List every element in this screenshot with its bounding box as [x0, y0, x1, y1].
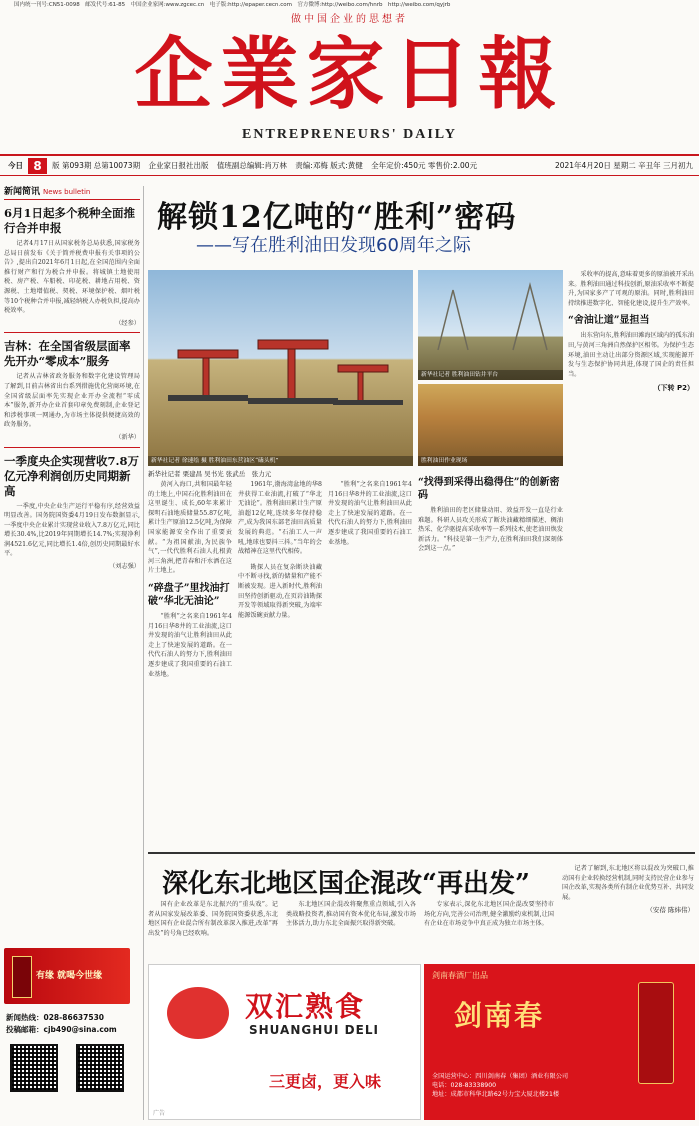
divider — [4, 332, 140, 333]
bottom-column-4 — [562, 864, 694, 914]
feature-paragraph: 1961年,渤海湾盆地的华8井获得工业油流,打破了“华北无油论”。胜利油田累计生产原油超12亿吨,连续多年保持稳产,成为我国东部老油田高质量发展的典范。“石油工人一声吼,地球也要抖三抖。”当年的会战精神在这里代代相传。 — [238, 481, 322, 556]
today-label: 今日 — [8, 161, 23, 170]
jiannanchun-ad[interactable] — [424, 964, 695, 1120]
section-tag-en: News bulletin — [43, 188, 91, 196]
page-number-badge: 8 — [28, 158, 46, 174]
photo-caption: 新华社记者 胜利油田钻井平台 — [418, 370, 563, 380]
photo-caption: 新华社记者 徐速绘 摄 胜利油田东营油区“磕头机” — [148, 456, 413, 466]
bulletin-headline-2[interactable]: 吉林：在全国省级层面率先开办“零成本”服务 — [4, 339, 131, 369]
feature-subhead-2: “找得到采得出稳得住”的创新密码 — [418, 477, 560, 501]
feature-column-4 — [418, 470, 563, 554]
section-divider — [148, 852, 695, 854]
shuanghui-brand: 双汇熟食 — [245, 990, 366, 1023]
shuanghui-ad[interactable] — [148, 964, 421, 1120]
bottom-paragraph: 国有企业改革是东北振兴的“重头戏”。记者从国家发展改革委、国务院国资委获悉,东北地区国有企业混合所有制改革深入推进,改革“再出发”的号角已经吹响。 — [148, 901, 278, 937]
feature-subhead-1: “碎盘子”里找油打破“华北无油论” — [148, 582, 230, 607]
bulletin-body-3: 一季度,中央企业生产运行平稳有序,经营效益明显改善。国务院国资委4月19日发布数据显示,一季度中央企业累计实现营业收入7.8万亿元,同比增长30.4%,比2019年同期增长14.7%;实现净利润4521.6亿元,同比增长1.4倍,创历史同期最好水平。 — [4, 502, 140, 558]
feature-paragraph: 胜利油田的老区储量动用、效益开发一直是行业难题。科研人员攻关形成了断块油藏精细描述、稠油热采、化学驱提高采收率等一系列技术,使老油田焕发新活力。“科技是第一生产力,在胜利油田我们深刻体会到这一点。” — [418, 507, 563, 553]
feature-paragraph: “胜利”之名来自1961年4月16日华8井的工业油流,这口井发现的油气让胜利油田从此走上了快速发展的道路。在一代代石油人的努力下,胜利油田逐步建成了我国重要的石油工业基地。 — [328, 481, 412, 546]
wine-bottle-icon — [638, 982, 674, 1084]
masthead-slogan: 做中国企业的思想者 — [291, 14, 408, 25]
photo-caption: 胜利油田作业现场 — [418, 456, 563, 466]
jinshiyuan-ad[interactable] — [4, 948, 130, 1004]
shuanghui-slogan: 三更卤，更入味 — [269, 1072, 382, 1091]
bulletin-headline-3[interactable]: 一季度央企实现营收7.8万亿元净利润创历史同期新高 — [4, 453, 140, 498]
issue-number: 版 第093期 总第10073期 — [52, 161, 141, 170]
rig-illustration — [418, 270, 563, 380]
oil-pumpjack-photo — [148, 270, 413, 466]
feature-paragraph: 出东营向东,胜利油田滩海区域内的孤东油田,与黄河三角洲自然保护区相邻。为保护生态环境,油田主动让出部分资源区域,实现能源开发与生态保护协同共进,体现了国企的责任担当。 — [568, 332, 694, 378]
bulletin-source-3: （刘志强） — [109, 563, 140, 571]
ad-tag: 广告 — [153, 1110, 166, 1117]
price-label: 全年定价:450元 零售价:2.00元 — [371, 161, 478, 170]
bottom-paragraph: 东北地区国企混改将聚焦重点领域,引入各类战略投资者,推动国有资本优化布局,激发市场主体活力,助力东北全面振兴取得新突破。 — [286, 901, 416, 928]
contact-info — [6, 1012, 136, 1036]
masthead-english: ENTREPRENEURS' DAILY — [242, 127, 457, 142]
jiannanchun-operator: 全国运营中心：四川剑南春（集团）酒业有限公司 — [432, 1073, 569, 1080]
wine-bottle-icon — [12, 956, 32, 998]
feature-paragraph: 黄河入海口,共和国最年轻的土地上,中国石化胜利油田在这里诞生、成长,60年来累计探明石油地质储量55.87亿吨,累计生产原油12.5亿吨,为保障国家能源安全作出了重要贡献。“为祖国献油,为民族争气”,一代代胜利石油人扎根黄河三角洲,把青春和汗水洒在这片土地上。 — [148, 481, 232, 575]
feature-column-1 — [148, 480, 232, 679]
column-divider — [143, 186, 144, 1120]
feature-paragraph: 采收率的提高,意味着更多的原油被开采出来。胜利油田通过科技创新,原油采收率不断提升,为国家多产了可观的原油。同时,胜利油田持续推进数字化、智能化建设,提升生产效率。 — [568, 271, 694, 307]
bottom-column-3 — [424, 900, 554, 929]
oilfield-work-photo — [418, 384, 563, 466]
bulletin-headline-1[interactable]: 6月1日起多个税种全面推行合并申报 — [4, 206, 136, 235]
news-bulletin-column — [4, 184, 140, 572]
feature-paragraph: “胜利”之名来自1961年4月16日华8井的工业油流,这口井发现的油气让胜利油田从此走上了快速发展的道路。在一代代石油人的努力下,胜利油田逐步建成了我国重要的石油工业基地。 — [148, 612, 232, 678]
bulletin-source-1: （经参） — [115, 319, 140, 327]
publisher-label: 企业家日报社出版 — [148, 161, 209, 170]
jinshiyuan-ad-text: 有缘 就喝今世缘 — [36, 971, 103, 981]
pig-logo-icon — [167, 987, 229, 1039]
qr-code-icon[interactable] — [10, 1044, 58, 1092]
jiannanchun-address: 地址：成都市科华北路62号力宝大厦北楼21楼 — [432, 1091, 560, 1098]
feature-column-2 — [238, 480, 322, 620]
pumpjack-illustration — [148, 270, 413, 466]
divider — [4, 447, 140, 448]
continue-link[interactable]: （下转 P2） — [653, 384, 694, 393]
issue-info-bar — [0, 154, 699, 176]
feature-subhead-3: “舍油让道”显担当 — [568, 315, 650, 327]
duty-editor-label: 责编:邓梅 版式:黄健 — [295, 161, 363, 170]
shuanghui-brand-en: SHUANGHUI DELI — [249, 1023, 379, 1037]
bottom-paragraph: 记者了解到,东北地区将以混改为突破口,推动国有企业转换经营机制,同时支持民营企业参与国企改革,实现各类所有制企业优势互补、共同发展。 — [562, 865, 694, 901]
jiannanchun-brand: 剑南春 — [454, 999, 545, 1032]
top-info-bar: 国内统一刊号:CN51-0098 邮发代号:61-85 中国企业家网:www.zgcec.cn 电子版:http://epaper.cecn.com 官方微博:http://weibo.com/hnrb http://weibo.com/qyjrb — [14, 2, 451, 8]
bottom-paragraph: 专家表示,深化东北地区国企混改要坚持市场化方向,完善公司治理,健全激励约束机制,让国有企业在市场竞争中真正成为独立市场主体。 — [424, 901, 554, 928]
feature-column-3 — [328, 480, 412, 547]
news-hotline: 新闻热线：028-86637530 — [6, 1013, 105, 1022]
editor-label: 值班副总编辑:肖万林 — [216, 161, 287, 170]
issue-date: 2021年4月20日 星期二 辛丑年 三月初九 — [554, 161, 693, 170]
bottom-byline: （安蓓 陈炜伟） — [646, 906, 694, 915]
bulletin-body-2: 记者从吉林省政务服务和数字化建设管理局了解到,目前吉林省出台系列措施优化营商环境,在全国省级层面率先实现企业开办全流程“零成本”服务,新开办企业首套印章免费刻制,企业登记和涉税事项一网通办,为市场主体提供便捷高效的政务服务。 — [4, 373, 140, 429]
feature-column-5 — [568, 270, 694, 393]
feature-subtitle: ——写在胜利油田发现60周年之际 — [196, 235, 471, 256]
section-tag — [4, 184, 140, 200]
bulletin-body-1: 记者4月17日从国家税务总局获悉,国家税务总局日前发布《关于简并税费申报有关事项的公告》,提出自2021年6月1日起,在全国范围内全面推行财产和行为税合并申报。将城镇土地使用税、房产税、车船税、印花税、耕地占用税、资源税、土地增值税、契税、环境保护税、烟叶税等10个税种合并申报,减轻纳税人办税负担,提高办税效率。 — [4, 240, 140, 315]
feature-paragraph: 勘探人员在复杂断块油藏中不断寻找,新的储量和产能不断被发现。进入新时代,胜利油田坚持创新驱动,在页岩油勘探开发等领域取得新突破,为端牢能源饭碗贡献力量。 — [238, 563, 322, 619]
jiannanchun-phone: 电话：028-83338900 — [432, 1082, 497, 1089]
bulletin-source-2: （新华） — [115, 433, 140, 441]
feature-byline: 新华社记者 栗建昌 吴书光 张武岳 张力元 — [148, 470, 272, 478]
jiannanchun-header: 剑南春酒厂出品 — [432, 971, 488, 980]
drilling-rig-photo — [418, 270, 563, 380]
feature-headline[interactable]: 解锁12亿吨的“胜利”密码 — [157, 200, 517, 235]
bottom-column-2 — [286, 900, 416, 929]
qr-code-icon[interactable] — [76, 1044, 124, 1092]
bottom-article-headline[interactable]: 深化东北地区国企混改“再出发” — [162, 869, 530, 899]
section-tag-cn: 新闻简讯 — [4, 187, 41, 197]
submission-email[interactable]: 投稿邮箱：cjb490@sina.com — [6, 1025, 117, 1034]
newspaper-masthead: 企業家日報 — [134, 29, 565, 120]
jiannanchun-contact — [432, 1072, 632, 1099]
bottom-column-1 — [148, 900, 278, 938]
